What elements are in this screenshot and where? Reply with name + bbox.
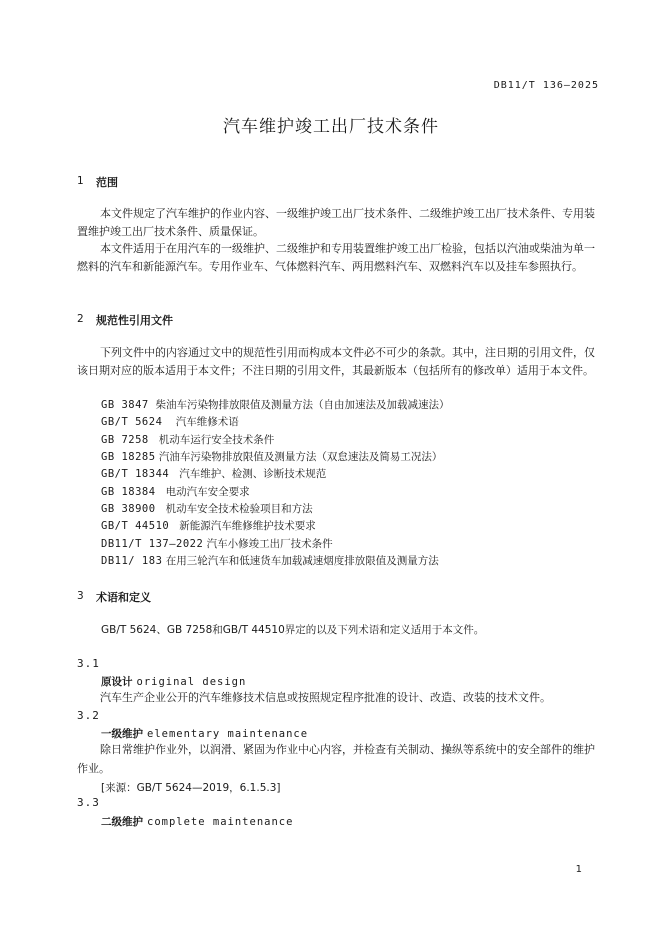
- reference-code: DB11/ 183: [101, 555, 163, 567]
- section-3-title: 术语和定义: [96, 591, 151, 604]
- reference-code: GB/T 18344: [101, 468, 170, 480]
- section-2-paragraph-1: 下列文件中的内容通过文中的规范性引用而构成本文件必不可少的条款。其中，注日期的引用文件，仅该日期对应的版本适用于本文件；不注日期的引用文件，其最新版本（包括所有的修改单）适用于本文件。: [77, 346, 595, 377]
- term-heading: [101, 674, 246, 689]
- term-heading: [101, 814, 293, 829]
- reference-title: 汽车维护、检测、诊断技术规范: [179, 468, 327, 480]
- reference-code: GB/T 5624: [101, 416, 163, 428]
- section-1-paragraph-2: 本文件适用于在用汽车的一级维护、二级维护和专用装置维护竣工出厂检验，包括以汽油或柴油为单一燃料的汽车和新能源汽车。专用作业车、气体燃料汽车、两用燃料汽车、双燃料汽车以及挂车参照执行。: [77, 242, 595, 273]
- reference-code: GB 7258: [101, 434, 149, 446]
- reference-code: GB 18384: [101, 486, 156, 498]
- reference-item: [101, 466, 326, 481]
- section-1-number: 1: [77, 175, 84, 187]
- term-number: 3.1: [77, 657, 100, 670]
- term-heading: [101, 726, 308, 741]
- term-number: 3.3: [77, 796, 100, 809]
- reference-item: [101, 518, 316, 533]
- term-source: [来源：GB/T 5624—2019，6.1.5.3]: [101, 782, 281, 794]
- reference-item: [101, 414, 239, 429]
- document-code: DB11/T 136—2025: [493, 80, 599, 91]
- reference-item: [101, 397, 449, 412]
- term-english: elementary maintenance: [147, 728, 309, 740]
- reference-code: GB/T 44510: [101, 520, 170, 532]
- reference-title: 汽油车污染物排放限值及测量方法（双怠速法及简易工况法）: [158, 451, 443, 463]
- reference-title: 在用三轮汽车和低速货车加载减速烟度排放限值及测量方法: [165, 555, 439, 567]
- reference-title: 新能源汽车维修维护技术要求: [179, 520, 316, 532]
- term-english: complete maintenance: [147, 816, 294, 828]
- section-2-number: 2: [77, 313, 84, 325]
- document-title: 汽车维护竣工出厂技术条件: [223, 117, 439, 137]
- reference-item: [101, 536, 333, 551]
- term-english: original design: [136, 676, 247, 688]
- section-3-number: 3: [77, 590, 84, 602]
- reference-title: 机动车安全技术检验项目和方法: [165, 503, 313, 515]
- section-1-title: 范围: [96, 176, 118, 189]
- term-definition: 汽车生产企业公开的汽车维修技术信息或按照规定程序批准的设计、改造、改装的技术文件。: [100, 691, 551, 704]
- reference-title: 机动车运行安全技术条件: [158, 434, 275, 446]
- reference-code: DB11/T 137—2022: [101, 538, 204, 550]
- term-chinese: 一级维护: [101, 728, 143, 740]
- section-3-paragraph-1: GB/T 5624、GB 7258和GB/T 44510界定的以及下列术语和定义适用于本文件。: [101, 624, 485, 636]
- term-chinese: 二级维护: [101, 816, 143, 828]
- reference-item: [101, 501, 313, 516]
- page-number: 1: [575, 864, 582, 875]
- term-chinese: 原设计: [101, 676, 133, 688]
- reference-title: 柴油车污染物排放限值及测量方法（自由加速法及加载减速法）: [155, 399, 450, 411]
- reference-item: [101, 449, 442, 464]
- reference-item: [101, 553, 439, 568]
- section-1-paragraph-1: 本文件规定了汽车维护的作业内容、一级维护竣工出厂技术条件、二级维护竣工出厂技术条件、专用装置维护竣工出厂技术条件、质量保证。: [77, 207, 595, 238]
- reference-title: 汽车小修竣工出厂技术条件: [206, 538, 333, 550]
- term-definition: 除日常维护作业外，以润滑、紧固为作业中心内容，并检查有关制动、操纵等系统中的安全部件的维护作业。: [77, 743, 595, 775]
- reference-code: GB 38900: [101, 503, 156, 515]
- reference-title: 汽车维修术语: [175, 416, 239, 428]
- section-2-title: 规范性引用文件: [96, 314, 173, 327]
- reference-title: 电动汽车安全要求: [165, 486, 250, 498]
- reference-code: GB 18285: [101, 451, 156, 463]
- term-number: 3.2: [77, 709, 100, 722]
- reference-item: [101, 432, 274, 447]
- reference-code: GB 3847: [101, 399, 149, 411]
- reference-item: [101, 484, 250, 499]
